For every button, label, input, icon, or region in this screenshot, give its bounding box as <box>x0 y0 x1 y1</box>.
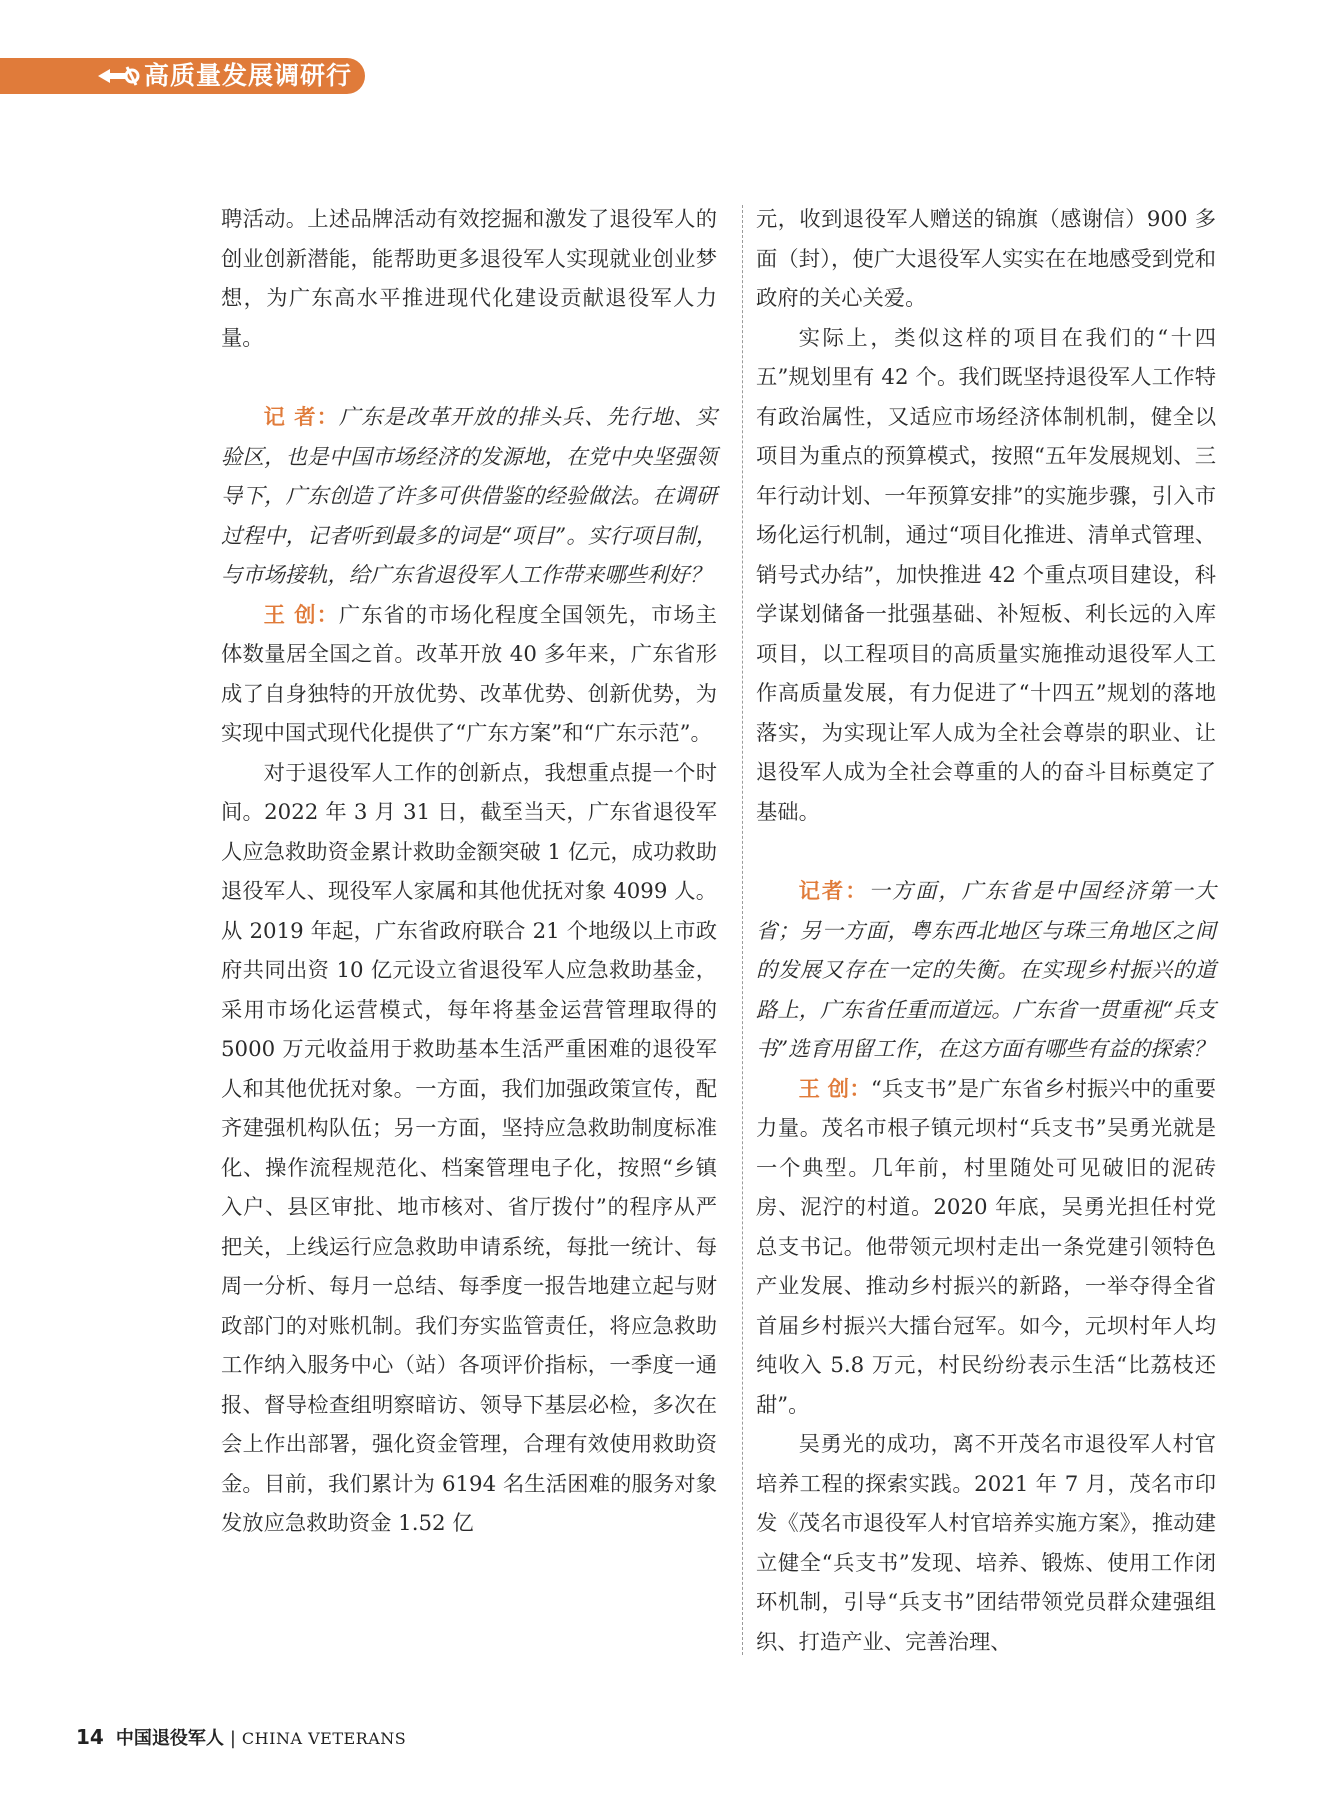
paragraph: 吴勇光的成功，离不开茂名市退役军人村官培养工程的探索实践。2021 年 7 月，茂名市印发《茂名市退役军人村官培养实施方案》，推动建立健全“兵支书”发现、培养、锻炼、使用工作闭环机制，引导“兵支书”团结带领党员群众建强组织、打造产业、完善治理、 <box>756 1432 1216 1655</box>
magazine-name: 中国退役军人 <box>115 1728 224 1749</box>
paragraph: 元，收到退役军人赠送的锦旗（感谢信）900 多面（封），使广大退役军人实实在在地感受到党和政府的关心关爱。 <box>756 207 1216 311</box>
interview-answer <box>221 596 717 754</box>
column-divider <box>742 205 743 1655</box>
left-column <box>221 200 717 1544</box>
footer-separator: | <box>229 1728 236 1749</box>
page-number: 14 <box>76 1725 104 1749</box>
paragraph: 实际上，类似这样的项目在我们的“十四五”规划里有 42 个。我们既坚持退役军人工作特有政治属性，又适应市场经济体制机制，健全以项目为重点的预算模式，按照“五年发展规划、三年行动计划、一年预算安排”的实施步骤，引入市场化运行机制，通过“项目化推进、清单式管理、销号式办结”，加快推进 42 个重点项目建设，科学谋划储备一批强基础、补短板、利长远的入库项目，以工程项目的高质量实施推动退役军人工作高质量发展，有力促进了“十四五”规划的落地落实，为实现让军人成为全社会尊崇的职业、让退役军人成为全社会尊重的人的奋斗目标奠定了基础。 <box>756 325 1216 825</box>
right-column <box>756 200 1216 1662</box>
speaker-label: 记 者： <box>263 405 339 430</box>
interview-question <box>756 872 1216 1070</box>
arrow-logo-icon <box>96 64 140 88</box>
paragraph: 对于退役军人工作的创新点，我想重点提一个时间。2022 年 3 月 31 日，截至当天，广东省退役军人应急救助资金累计救助金额突破 1 亿元，成功救助退役军人、现役军人家属和其他优抚对象 4099 人。从 2019 年起，广东省政府联合 21 个地级以上市政府共同出资 10 亿元设立省退役军人应急救助基金，采用市场化运营模式，每年将基金运营管理取得的 5000 万元收益用于救助基本生活严重困难的退役军人和其他优抚对象。一方面，我们加强政策宣传，配齐建强机构队伍；另一方面，坚持应急救助制度标准化、操作流程规范化、档案管理电子化，按照“乡镇入户、县区审批、地市核对、省厅拨付”的程序从严把关，上线运行应急救助申请系统，每批一统计、每周一分析、每月一总结、每季度一报告地建立起与财政部门的对账机制。我们夯实监管责任，将应急救助工作纳入服务中心（站）各项评价指标，一季度一通报、督导检查组明察暗访、领导下基层必检，多次在会上作出部署，强化资金管理，合理有效使用救助资金。目前，我们累计为 6194 名生活困难的服务对象发放应急救助资金 1.52 亿 <box>221 760 717 1536</box>
speaker-label: 记者： <box>798 879 869 904</box>
question-text: 一方面，广东省是中国经济第一大省；另一方面，粤东西北地区与珠三角地区之间的发展又存在一定的失衡。在实现乡村振兴的道路上，广东省任重而道远。广东省一贯重视“兵支书”选育用留工作，在这方面有哪些有益的探索？ <box>756 879 1216 1062</box>
answer-text: 广东省的市场化程度全国领先，市场主体数量居全国之首。改革开放 40 多年来，广东省形成了自身独特的开放优势、改革优势、创新优势，为实现中国式现代化提供了“广东方案”和“广东示范”。 <box>221 602 717 746</box>
section-title: 高质量发展调研行 <box>144 61 353 90</box>
page-footer <box>76 1722 406 1752</box>
speaker-label: 王 创： <box>798 1076 871 1102</box>
magazine-name-en: CHINA VETERANS <box>241 1729 407 1748</box>
speaker-label: 王 创： <box>263 602 339 628</box>
answer-text: “兵支书”是广东省乡村振兴中的重要力量。茂名市根子镇元坝村“兵支书”吴勇光就是一个典型。几年前，村里随处可见破旧的泥砖房、泥泞的村道。2020 年底，吴勇光担任村党总支书记。他带领元坝村走出一条党建引领特色产业发展、推动乡村振兴的新路，一举夺得全省首届乡村振兴大擂台冠军。如今，元坝村年人均纯收入 5.8 万元，村民纷纷表示生活“比荔枝还甜”。 <box>756 1076 1216 1418</box>
paragraph: 聘活动。上述品牌活动有效挖掘和激发了退役军人的创业创新潜能，能帮助更多退役军人实现就业创业梦想，为广东高水平推进现代化建设贡献退役军人力量。 <box>221 207 717 351</box>
question-text: 广东是改革开放的排头兵、先行地、实验区，也是中国市场经济的发源地，在党中央坚强领导下，广东创造了许多可供借鉴的经验做法。在调研过程中，记者听到最多的词是“项目”。实行项目制，与市场接轨，给广东省退役军人工作带来哪些利好？ <box>221 405 717 588</box>
interview-answer <box>756 1070 1216 1426</box>
interview-question <box>221 398 717 596</box>
